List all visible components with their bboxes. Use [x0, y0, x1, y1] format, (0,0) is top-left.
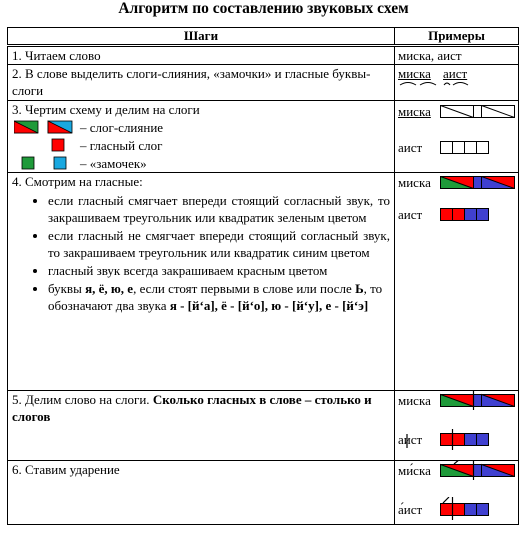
- step-4-text: 4. Смотрим на гласные:: [12, 174, 143, 189]
- algorithm-table: [7, 27, 519, 525]
- example-6-word-aist: а́ист: [398, 502, 423, 517]
- example-3-word-miska: миска: [398, 104, 431, 119]
- step-1-text: 1. Читаем слово: [8, 46, 395, 65]
- list-item: • гласный звук всегда закрашиваем красным цветом: [48, 262, 390, 279]
- miska-stress-scheme: [440, 461, 520, 481]
- step-2-text: 2. В слове выделить слоги-слияния, «замочки» и гласные буквы-слоги: [8, 65, 395, 101]
- aist-stress-scheme: [440, 497, 496, 521]
- list-item: • если гласный смягчает впереди стоящий согласный звук, то закрашиваем треугольник или квадратик зеленым цветом: [48, 192, 390, 226]
- step-6-text: 6. Ставим ударение: [8, 461, 395, 525]
- header-steps: Шаги: [8, 28, 395, 46]
- list-item: • буквы я, ё, ю, е, если стоят первыми в слове или после Ь, то обозначают два звука я - [й‘а], ё - [й‘о], ю - [й‘у], е - [й‘э]: [48, 280, 390, 314]
- step-3-text: 3. Чертим схему и делим на слоги: [12, 102, 200, 117]
- example-2-cell: [395, 65, 519, 101]
- example-4-word-aist: аист: [398, 207, 423, 222]
- table-header-row: [8, 28, 519, 46]
- example-5-word-miska: миска: [398, 393, 431, 408]
- table-row: [8, 461, 519, 525]
- aist-blank-scheme: [440, 141, 496, 155]
- table-row: [8, 101, 519, 173]
- example-2-word-aist: аист: [443, 66, 468, 81]
- miska-colored-scheme: [440, 176, 518, 190]
- example-1-text: миска, аист: [395, 46, 519, 65]
- syllable-arc-marks: [398, 80, 483, 88]
- miska-blank-scheme: [440, 105, 518, 119]
- example-5-word-aist: аист: [398, 432, 423, 447]
- aist-split-mark: [406, 434, 408, 448]
- example-4-cell: [395, 173, 519, 391]
- step-3-cell: [8, 101, 395, 173]
- legend-merge: [12, 118, 390, 136]
- step-5-cell: [8, 391, 395, 461]
- table-row: [8, 65, 519, 101]
- vowel-square-icon: [14, 138, 76, 152]
- table-row: [8, 173, 519, 391]
- example-6-cell: [395, 461, 519, 525]
- table-row: [8, 391, 519, 461]
- example-3-word-aist: аист: [398, 140, 423, 155]
- step-5-rule: Сколько гласных в слове – столько и слогов: [12, 392, 372, 424]
- legend-merge-label: – слог-слияние: [80, 119, 164, 135]
- step-5-text: 5. Делим слово на слоги.: [12, 392, 153, 407]
- vowel-rules-list: [12, 192, 390, 314]
- example-5-cell: [395, 391, 519, 461]
- example-2-word-miska: миска: [398, 66, 431, 81]
- miska-divided-scheme: [440, 391, 520, 411]
- legend-vowel-label: – гласный слог: [80, 137, 163, 153]
- legend-lock-label: – «замочек»: [80, 155, 147, 171]
- page-title: Алгоритм по составлению звуковых схем: [118, 0, 409, 17]
- example-6-word-miska: ми́ска: [398, 463, 431, 478]
- header-examples: Примеры: [395, 28, 519, 46]
- table-row: [8, 46, 519, 65]
- list-item: • если гласный не смягчает впереди стоящий согласный звук, то закрашиваем треугольник или квадратик синим цветом: [48, 227, 390, 261]
- step-4-cell: [8, 173, 395, 391]
- merge-syllable-icons: [14, 120, 76, 134]
- legend-lock: [12, 154, 390, 172]
- lock-square-icons: [14, 156, 76, 170]
- example-4-word-miska: миска: [398, 175, 431, 190]
- aist-divided-scheme: [440, 429, 496, 451]
- legend-vowel: [12, 136, 390, 154]
- aist-colored-scheme: [440, 208, 496, 222]
- example-3-cell: [395, 101, 519, 173]
